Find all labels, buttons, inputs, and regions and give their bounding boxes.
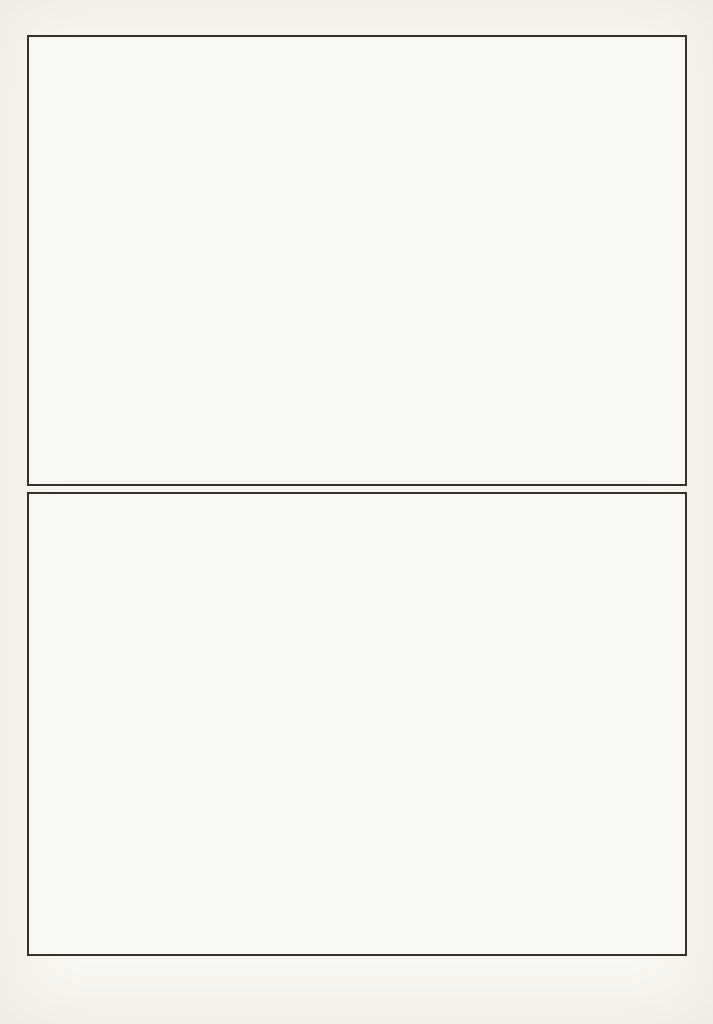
bottom-roster-table <box>27 492 687 956</box>
top-roster-table <box>27 35 687 486</box>
